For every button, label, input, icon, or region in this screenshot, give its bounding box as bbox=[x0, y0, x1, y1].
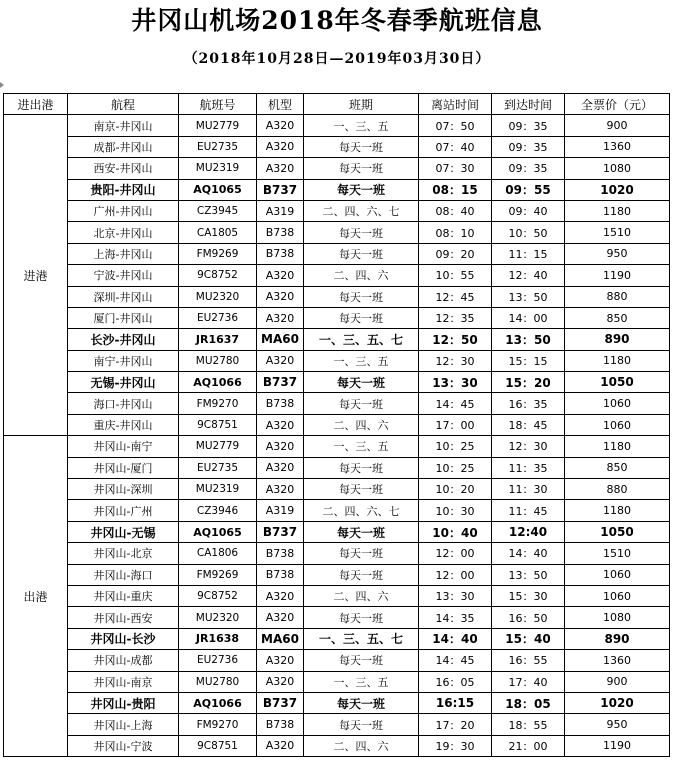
schedule-days-cell: 二、四、六、七 bbox=[304, 500, 419, 521]
arrival-time-cell: 13：50 bbox=[492, 564, 565, 585]
route-cell: 井冈山-上海 bbox=[68, 714, 179, 735]
flight-number-cell: JR1637 bbox=[179, 329, 257, 350]
departure-time-cell: 12：00 bbox=[419, 543, 492, 564]
route-cell: 广州-井冈山 bbox=[68, 200, 179, 221]
schedule-days-cell: 二、四、六 bbox=[304, 585, 419, 606]
departure-time-cell: 17：00 bbox=[419, 414, 492, 435]
header-departure-time: 离站时间 bbox=[419, 94, 492, 115]
schedule-days-cell: 一、三、五 bbox=[304, 350, 419, 371]
route-cell: 贵阳-井冈山 bbox=[68, 179, 179, 200]
departure-time-cell: 16：05 bbox=[419, 671, 492, 692]
flight-number-cell: EU2736 bbox=[179, 307, 257, 328]
route-cell: 长沙-井冈山 bbox=[68, 329, 179, 350]
route-cell: 井冈山-长沙 bbox=[68, 628, 179, 649]
route-cell: 井冈山-重庆 bbox=[68, 585, 179, 606]
flight-number-cell: CZ3945 bbox=[179, 200, 257, 221]
route-cell: 无锡-井冈山 bbox=[68, 372, 179, 393]
route-cell: 井冈山-海口 bbox=[68, 564, 179, 585]
table-row bbox=[4, 222, 670, 243]
flight-number-cell: EU2735 bbox=[179, 457, 257, 478]
table-row bbox=[4, 372, 670, 393]
arrival-time-cell: 18：55 bbox=[492, 714, 565, 735]
aircraft-cell: B737 bbox=[257, 521, 304, 542]
arrival-time-cell: 11：45 bbox=[492, 500, 565, 521]
route-cell: 重庆-井冈山 bbox=[68, 414, 179, 435]
arrival-time-cell: 09：35 bbox=[492, 115, 565, 136]
departure-time-cell: 12：00 bbox=[419, 564, 492, 585]
aircraft-cell: A320 bbox=[257, 307, 304, 328]
arrival-time-cell: 16：35 bbox=[492, 393, 565, 414]
header-direction: 进出港 bbox=[4, 94, 68, 115]
flight-number-cell: MU2779 bbox=[179, 115, 257, 136]
departure-time-cell: 13：30 bbox=[419, 372, 492, 393]
fare-cell: 1510 bbox=[565, 222, 670, 243]
arrival-time-cell: 13：50 bbox=[492, 329, 565, 350]
fare-cell: 950 bbox=[565, 243, 670, 264]
fare-cell: 1510 bbox=[565, 543, 670, 564]
table-row bbox=[4, 393, 670, 414]
departure-time-cell: 10：25 bbox=[419, 436, 492, 457]
schedule-days-cell: 每天一班 bbox=[304, 372, 419, 393]
fare-cell: 900 bbox=[565, 115, 670, 136]
flight-number-cell: 9C8751 bbox=[179, 414, 257, 435]
fare-cell: 1360 bbox=[565, 650, 670, 671]
table-row bbox=[4, 607, 670, 628]
flight-number-cell: MU2319 bbox=[179, 158, 257, 179]
table-row bbox=[4, 714, 670, 735]
table-row bbox=[4, 650, 670, 671]
schedule-days-cell: 每天一班 bbox=[304, 650, 419, 671]
arrival-time-cell: 11：15 bbox=[492, 243, 565, 264]
route-cell: 井冈山-南京 bbox=[68, 671, 179, 692]
route-cell: 南京-井冈山 bbox=[68, 115, 179, 136]
flight-number-cell: MU2320 bbox=[179, 286, 257, 307]
flight-number-cell: MU2779 bbox=[179, 436, 257, 457]
departure-time-cell: 17：20 bbox=[419, 714, 492, 735]
aircraft-cell: MA60 bbox=[257, 329, 304, 350]
arrival-time-cell: 09：55 bbox=[492, 179, 565, 200]
flight-schedule-table bbox=[3, 93, 670, 757]
fare-cell: 1180 bbox=[565, 436, 670, 457]
header-route: 航程 bbox=[68, 94, 179, 115]
arrival-time-cell: 16：50 bbox=[492, 607, 565, 628]
table-row bbox=[4, 179, 670, 200]
arrival-time-cell: 21：00 bbox=[492, 735, 565, 756]
fare-cell: 890 bbox=[565, 329, 670, 350]
table-row bbox=[4, 158, 670, 179]
departure-time-cell: 12：50 bbox=[419, 329, 492, 350]
flight-number-cell: AQ1066 bbox=[179, 372, 257, 393]
departure-time-cell: 10：25 bbox=[419, 457, 492, 478]
flight-number-cell: MU2320 bbox=[179, 607, 257, 628]
aircraft-cell: A320 bbox=[257, 479, 304, 500]
arrival-time-cell: 12：30 bbox=[492, 436, 565, 457]
flight-number-cell: CA1805 bbox=[179, 222, 257, 243]
arrival-time-cell: 17：40 bbox=[492, 671, 565, 692]
aircraft-cell: A320 bbox=[257, 585, 304, 606]
header-arrival-time: 到达时间 bbox=[492, 94, 565, 115]
table-row bbox=[4, 414, 670, 435]
section-label: 进港 bbox=[4, 115, 68, 436]
departure-time-cell: 12：35 bbox=[419, 307, 492, 328]
table-row bbox=[4, 479, 670, 500]
departure-time-cell: 07：30 bbox=[419, 158, 492, 179]
fare-cell: 1180 bbox=[565, 350, 670, 371]
schedule-days-cell: 一、三、五 bbox=[304, 436, 419, 457]
aircraft-cell: A320 bbox=[257, 350, 304, 371]
schedule-days-cell: 每天一班 bbox=[304, 714, 419, 735]
table-row bbox=[4, 329, 670, 350]
schedule-days-cell: 每天一班 bbox=[304, 286, 419, 307]
arrival-time-cell: 09：35 bbox=[492, 136, 565, 157]
fare-cell: 1020 bbox=[565, 179, 670, 200]
flight-number-cell: 9C8752 bbox=[179, 585, 257, 606]
schedule-days-cell: 每天一班 bbox=[304, 564, 419, 585]
table-row bbox=[4, 115, 670, 136]
flight-number-cell: MU2780 bbox=[179, 671, 257, 692]
page-title: 井冈山机场2018年冬春季航班信息 bbox=[131, 6, 543, 35]
arrival-time-cell: 15：15 bbox=[492, 350, 565, 371]
route-cell: 北京-井冈山 bbox=[68, 222, 179, 243]
aircraft-cell: A320 bbox=[257, 607, 304, 628]
margin-marker-icon bbox=[0, 82, 4, 88]
flight-number-cell: AQ1066 bbox=[179, 692, 257, 713]
fare-cell: 880 bbox=[565, 479, 670, 500]
departure-time-cell: 12：30 bbox=[419, 350, 492, 371]
route-cell: 宁波-井冈山 bbox=[68, 265, 179, 286]
departure-time-cell: 08：10 bbox=[419, 222, 492, 243]
schedule-days-cell: 一、三、五、七 bbox=[304, 329, 419, 350]
departure-time-cell: 16:15 bbox=[419, 692, 492, 713]
departure-time-cell: 10：40 bbox=[419, 521, 492, 542]
table-row bbox=[4, 436, 670, 457]
schedule-days-cell: 每天一班 bbox=[304, 136, 419, 157]
table-row bbox=[4, 735, 670, 756]
route-cell: 上海-井冈山 bbox=[68, 243, 179, 264]
flight-number-cell: FM9269 bbox=[179, 564, 257, 585]
header-flight-number: 航班号 bbox=[179, 94, 257, 115]
aircraft-cell: B738 bbox=[257, 222, 304, 243]
flight-number-cell: FM9270 bbox=[179, 393, 257, 414]
table-row bbox=[4, 692, 670, 713]
table-row bbox=[4, 671, 670, 692]
arrival-time-cell: 11：35 bbox=[492, 457, 565, 478]
departure-time-cell: 14：35 bbox=[419, 607, 492, 628]
fare-cell: 1050 bbox=[565, 372, 670, 393]
aircraft-cell: A320 bbox=[257, 457, 304, 478]
aircraft-cell: A320 bbox=[257, 136, 304, 157]
fare-cell: 950 bbox=[565, 714, 670, 735]
fare-cell: 1060 bbox=[565, 564, 670, 585]
departure-time-cell: 19：30 bbox=[419, 735, 492, 756]
table-row bbox=[4, 500, 670, 521]
arrival-time-cell: 09：40 bbox=[492, 200, 565, 221]
schedule-days-cell: 一、三、五、七 bbox=[304, 628, 419, 649]
aircraft-cell: B738 bbox=[257, 564, 304, 585]
aircraft-cell: A320 bbox=[257, 158, 304, 179]
route-cell: 井冈山-无锡 bbox=[68, 521, 179, 542]
flight-number-cell: FM9270 bbox=[179, 714, 257, 735]
departure-time-cell: 10：20 bbox=[419, 479, 492, 500]
aircraft-cell: A320 bbox=[257, 286, 304, 307]
departure-time-cell: 09：20 bbox=[419, 243, 492, 264]
departure-time-cell: 08：40 bbox=[419, 200, 492, 221]
departure-time-cell: 08：15 bbox=[419, 179, 492, 200]
schedule-days-cell: 每天一班 bbox=[304, 607, 419, 628]
route-cell: 井冈山-西安 bbox=[68, 607, 179, 628]
route-cell: 井冈山-北京 bbox=[68, 543, 179, 564]
route-cell: 井冈山-深圳 bbox=[68, 479, 179, 500]
table-row bbox=[4, 564, 670, 585]
arrival-time-cell: 09：35 bbox=[492, 158, 565, 179]
route-cell: 西安-井冈山 bbox=[68, 158, 179, 179]
aircraft-cell: B738 bbox=[257, 543, 304, 564]
aircraft-cell: A320 bbox=[257, 265, 304, 286]
table-row bbox=[4, 265, 670, 286]
fare-cell: 1080 bbox=[565, 607, 670, 628]
fare-cell: 1190 bbox=[565, 735, 670, 756]
fare-cell: 1180 bbox=[565, 500, 670, 521]
flight-number-cell: JR1638 bbox=[179, 628, 257, 649]
fare-cell: 1050 bbox=[565, 521, 670, 542]
schedule-days-cell: 二、四、六、七 bbox=[304, 200, 419, 221]
route-cell: 井冈山-厦门 bbox=[68, 457, 179, 478]
table-row bbox=[4, 307, 670, 328]
schedule-days-cell: 每天一班 bbox=[304, 158, 419, 179]
fare-cell: 1060 bbox=[565, 414, 670, 435]
departure-time-cell: 13：30 bbox=[419, 585, 492, 606]
aircraft-cell: MA60 bbox=[257, 628, 304, 649]
schedule-days-cell: 二、四、六 bbox=[304, 735, 419, 756]
route-cell: 厦门-井冈山 bbox=[68, 307, 179, 328]
aircraft-cell: A320 bbox=[257, 436, 304, 457]
flight-number-cell: EU2736 bbox=[179, 650, 257, 671]
aircraft-cell: B738 bbox=[257, 393, 304, 414]
aircraft-cell: A320 bbox=[257, 671, 304, 692]
arrival-time-cell: 10：50 bbox=[492, 222, 565, 243]
aircraft-cell: A319 bbox=[257, 500, 304, 521]
fare-cell: 900 bbox=[565, 671, 670, 692]
table-row bbox=[4, 457, 670, 478]
arrival-time-cell: 15：40 bbox=[492, 628, 565, 649]
flight-number-cell: MU2319 bbox=[179, 479, 257, 500]
arrival-time-cell: 13：50 bbox=[492, 286, 565, 307]
arrival-time-cell: 11：30 bbox=[492, 479, 565, 500]
fare-cell: 1020 bbox=[565, 692, 670, 713]
schedule-days-cell: 每天一班 bbox=[304, 393, 419, 414]
departure-time-cell: 10：30 bbox=[419, 500, 492, 521]
flight-number-cell: EU2735 bbox=[179, 136, 257, 157]
route-cell: 南宁-井冈山 bbox=[68, 350, 179, 371]
aircraft-cell: B738 bbox=[257, 243, 304, 264]
schedule-days-cell: 每天一班 bbox=[304, 692, 419, 713]
section-label: 出港 bbox=[4, 436, 68, 757]
arrival-time-cell: 15：30 bbox=[492, 585, 565, 606]
schedule-days-cell: 每天一班 bbox=[304, 521, 419, 542]
flight-number-cell: FM9269 bbox=[179, 243, 257, 264]
table-row bbox=[4, 286, 670, 307]
schedule-days-cell: 二、四、六 bbox=[304, 265, 419, 286]
flight-number-cell: CA1806 bbox=[179, 543, 257, 564]
aircraft-cell: A320 bbox=[257, 735, 304, 756]
header-aircraft: 机型 bbox=[257, 94, 304, 115]
fare-cell: 1180 bbox=[565, 200, 670, 221]
fare-cell: 1080 bbox=[565, 158, 670, 179]
arrival-time-cell: 12：40 bbox=[492, 265, 565, 286]
flight-number-cell: CZ3946 bbox=[179, 500, 257, 521]
arrival-time-cell: 14：40 bbox=[492, 543, 565, 564]
schedule-days-cell: 每天一班 bbox=[304, 243, 419, 264]
flight-number-cell: 9C8752 bbox=[179, 265, 257, 286]
table-row bbox=[4, 350, 670, 371]
aircraft-cell: B737 bbox=[257, 372, 304, 393]
route-cell: 深圳-井冈山 bbox=[68, 286, 179, 307]
departure-time-cell: 12：45 bbox=[419, 286, 492, 307]
route-cell: 井冈山-广州 bbox=[68, 500, 179, 521]
fare-cell: 890 bbox=[565, 628, 670, 649]
schedule-days-cell: 一、三、五 bbox=[304, 115, 419, 136]
fare-cell: 1060 bbox=[565, 393, 670, 414]
schedule-days-cell: 每天一班 bbox=[304, 307, 419, 328]
schedule-days-cell: 一、三、五 bbox=[304, 671, 419, 692]
arrival-time-cell: 16：55 bbox=[492, 650, 565, 671]
schedule-days-cell: 每天一班 bbox=[304, 457, 419, 478]
schedule-days-cell: 每天一班 bbox=[304, 222, 419, 243]
aircraft-cell: A320 bbox=[257, 115, 304, 136]
date-range-subtitle: （2018年10月28日—2019年03月30日） bbox=[183, 51, 491, 67]
table-row bbox=[4, 243, 670, 264]
fare-cell: 1190 bbox=[565, 265, 670, 286]
fare-cell: 1060 bbox=[565, 585, 670, 606]
schedule-days-cell: 每天一班 bbox=[304, 179, 419, 200]
schedule-days-cell: 二、四、六 bbox=[304, 414, 419, 435]
flight-number-cell: AQ1065 bbox=[179, 179, 257, 200]
fare-cell: 1360 bbox=[565, 136, 670, 157]
header-full-fare: 全票价（元） bbox=[565, 94, 670, 115]
departure-time-cell: 14：40 bbox=[419, 628, 492, 649]
schedule-days-cell: 每天一班 bbox=[304, 543, 419, 564]
route-cell: 井冈山-南宁 bbox=[68, 436, 179, 457]
aircraft-cell: A320 bbox=[257, 414, 304, 435]
fare-cell: 850 bbox=[565, 307, 670, 328]
flight-number-cell: MU2780 bbox=[179, 350, 257, 371]
schedule-days-cell: 每天一班 bbox=[304, 479, 419, 500]
arrival-time-cell: 14：00 bbox=[492, 307, 565, 328]
aircraft-cell: B737 bbox=[257, 179, 304, 200]
fare-cell: 880 bbox=[565, 286, 670, 307]
route-cell: 成都-井冈山 bbox=[68, 136, 179, 157]
departure-time-cell: 14：45 bbox=[419, 650, 492, 671]
flight-number-cell: 9C8751 bbox=[179, 735, 257, 756]
table-header-row bbox=[4, 94, 670, 115]
route-cell: 井冈山-宁波 bbox=[68, 735, 179, 756]
aircraft-cell: A319 bbox=[257, 200, 304, 221]
table-row bbox=[4, 585, 670, 606]
route-cell: 井冈山-成都 bbox=[68, 650, 179, 671]
departure-time-cell: 07：40 bbox=[419, 136, 492, 157]
aircraft-cell: B737 bbox=[257, 692, 304, 713]
arrival-time-cell: 12:40 bbox=[492, 521, 565, 542]
route-cell: 井冈山-贵阳 bbox=[68, 692, 179, 713]
flight-number-cell: AQ1065 bbox=[179, 521, 257, 542]
aircraft-cell: B738 bbox=[257, 714, 304, 735]
arrival-time-cell: 18：05 bbox=[492, 692, 565, 713]
aircraft-cell: A320 bbox=[257, 650, 304, 671]
arrival-time-cell: 18：45 bbox=[492, 414, 565, 435]
arrival-time-cell: 15：20 bbox=[492, 372, 565, 393]
route-cell: 海口-井冈山 bbox=[68, 393, 179, 414]
fare-cell: 850 bbox=[565, 457, 670, 478]
table-row bbox=[4, 200, 670, 221]
table-row bbox=[4, 521, 670, 542]
departure-time-cell: 14：45 bbox=[419, 393, 492, 414]
header-schedule-days: 班期 bbox=[304, 94, 419, 115]
departure-time-cell: 07：50 bbox=[419, 115, 492, 136]
table-row bbox=[4, 543, 670, 564]
departure-time-cell: 10：55 bbox=[419, 265, 492, 286]
table-row bbox=[4, 136, 670, 157]
table-row bbox=[4, 628, 670, 649]
